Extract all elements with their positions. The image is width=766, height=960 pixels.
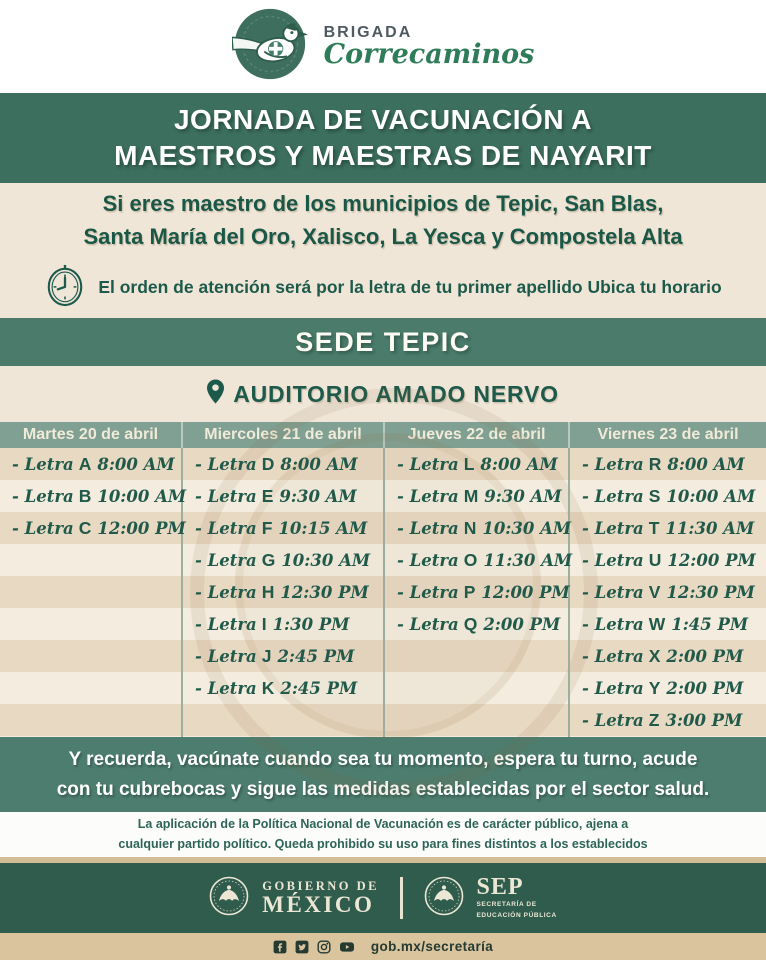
entry-prefix: - Letra xyxy=(582,614,644,634)
entry-prefix: - Letra xyxy=(582,486,644,506)
roadrunner-logo-icon xyxy=(232,6,308,87)
entry-time: 12:30 PM xyxy=(666,582,755,602)
entry-prefix: - Letra xyxy=(397,614,459,634)
schedule-entry xyxy=(397,448,568,480)
schedule-entry xyxy=(582,480,766,512)
gobierno-line2: MÉXICO xyxy=(262,891,375,917)
entry-letter: Z xyxy=(648,709,660,730)
schedule-entry xyxy=(397,576,568,608)
schedule-entry xyxy=(582,640,766,672)
entry-time: 10:00 AM xyxy=(666,486,756,506)
entry-prefix: - Letra xyxy=(195,550,257,570)
entry-time: 8:00 AM xyxy=(480,454,558,474)
entry-prefix: - Letra xyxy=(195,582,257,602)
sep-crest-icon xyxy=(424,876,464,921)
entry-time: 12:00 PM xyxy=(667,550,756,570)
youtube-icon xyxy=(339,940,355,954)
disclaimer-strip xyxy=(0,812,766,857)
entry-letter: T xyxy=(648,517,660,538)
entry-time: 9:30 AM xyxy=(484,486,562,506)
gobierno-line1: GOBIERNO DE xyxy=(262,878,379,893)
entry-time: 1:45 PM xyxy=(671,614,749,634)
entry-time: 1:30 PM xyxy=(272,614,350,634)
sep-label: SEP xyxy=(476,874,524,901)
schedule-entry xyxy=(195,576,383,608)
schedule-column-viernes xyxy=(570,448,766,737)
entry-prefix: - Letra xyxy=(397,454,459,474)
entry-letter: L xyxy=(463,453,475,474)
order-note-main: El orden de atención será por la letra de tu primer apellido xyxy=(98,276,583,297)
entry-letter: B xyxy=(78,485,92,506)
government-footer xyxy=(0,863,766,933)
page-title-line2: MAESTROS Y MAESTRAS DE NAYARIT xyxy=(114,140,652,171)
entry-letter: O xyxy=(463,549,478,570)
schedule-entry xyxy=(195,640,383,672)
entry-prefix: - Letra xyxy=(582,678,644,698)
entry-prefix: - Letra xyxy=(195,646,257,666)
entry-time: 12:00 PM xyxy=(97,518,186,538)
schedule-entry xyxy=(397,608,568,640)
entry-letter: X xyxy=(648,645,661,666)
entry-letter: W xyxy=(648,613,666,634)
sep-wordmark xyxy=(477,875,557,921)
disclaimer-line2: cualquier partido político. Queda prohibido su uso para fines distintos a los establecidos xyxy=(118,836,648,851)
column-header-jueves: Jueves 22 de abril xyxy=(385,422,570,448)
column-header-martes: Martes 20 de abril xyxy=(0,422,183,448)
order-note-text xyxy=(98,277,721,298)
entry-letter: E xyxy=(261,485,274,506)
schedule-entry xyxy=(195,672,383,704)
page-title-line1: JORNADA DE VACUNACIÓN A xyxy=(173,103,593,135)
entry-letter: J xyxy=(261,645,272,666)
schedule-entry xyxy=(195,608,383,640)
entry-prefix: - Letra xyxy=(12,518,74,538)
entry-letter: C xyxy=(78,517,92,538)
entry-letter: K xyxy=(261,677,275,698)
entry-prefix: - Letra xyxy=(12,454,74,474)
sede-band xyxy=(0,318,766,366)
entry-prefix: - Letra xyxy=(582,454,644,474)
entry-prefix: - Letra xyxy=(12,486,74,506)
schedule-entry xyxy=(582,704,766,736)
brigada-correcaminos-logo xyxy=(232,6,535,87)
schedule-entry xyxy=(582,544,766,576)
entry-time: 8:00 AM xyxy=(97,454,175,474)
schedule-entry xyxy=(12,480,187,512)
reminder-band xyxy=(0,737,766,812)
entry-time: 2:00 PM xyxy=(666,678,744,698)
logo-bar xyxy=(0,0,766,93)
entry-time: 11:30 AM xyxy=(483,550,573,570)
schedule-body xyxy=(0,448,766,737)
logo-text xyxy=(324,24,535,70)
entry-prefix: - Letra xyxy=(195,614,257,634)
location-pin-icon xyxy=(207,379,224,410)
order-note-bold: Ubica tu horario xyxy=(587,276,722,297)
facebook-icon xyxy=(273,940,287,954)
reminder-line2: con tu cubrebocas y sigue las medidas establecidas por el sector salud. xyxy=(56,778,710,800)
schedule-entry xyxy=(397,544,573,576)
gobierno-crest-icon xyxy=(209,876,249,921)
twitter-icon xyxy=(295,940,309,954)
schedule-entry xyxy=(195,480,383,512)
entry-prefix: - Letra xyxy=(195,518,257,538)
brand-name-top: BRIGADA xyxy=(323,23,413,41)
entry-prefix: - Letra xyxy=(582,582,644,602)
entry-time: 2:00 PM xyxy=(666,646,744,666)
schedule-entry xyxy=(582,672,766,704)
entry-letter: A xyxy=(78,453,92,474)
schedule-column-miercoles xyxy=(183,448,385,737)
entry-letter: Y xyxy=(648,677,661,698)
entry-letter: I xyxy=(261,613,267,634)
sede-title: SEDE TEPIC xyxy=(295,326,471,357)
title-band xyxy=(0,93,766,183)
entry-prefix: - Letra xyxy=(195,486,257,506)
entry-time: 8:00 AM xyxy=(280,454,358,474)
entry-prefix: - Letra xyxy=(397,486,459,506)
entry-time: 3:00 PM xyxy=(665,710,743,730)
entry-time: 10:15 AM xyxy=(278,518,368,538)
clock-icon xyxy=(44,263,86,312)
social-bar xyxy=(0,933,766,960)
entry-prefix: - Letra xyxy=(582,550,644,570)
footer-divider xyxy=(400,877,403,919)
entry-letter: H xyxy=(261,581,275,602)
entry-time: 2:45 PM xyxy=(277,646,355,666)
audience-line2: Santa María del Oro, Xalisco, La Yesca y Compostela Alta xyxy=(83,223,683,249)
entry-time: 12:00 PM xyxy=(481,582,570,602)
audience-text xyxy=(0,183,766,256)
brand-name-bottom: Correcaminos xyxy=(323,38,535,70)
venue-name: AUDITORIO AMADO NERVO xyxy=(233,380,559,407)
entry-time: 2:45 PM xyxy=(280,678,358,698)
entry-time: 10:30 AM xyxy=(281,550,371,570)
entry-time: 9:30 AM xyxy=(279,486,357,506)
entry-letter: S xyxy=(648,485,661,506)
entry-prefix: - Letra xyxy=(195,454,257,474)
entry-letter: P xyxy=(463,581,476,602)
entry-time: 11:30 AM xyxy=(665,518,755,538)
entry-letter: R xyxy=(648,453,662,474)
schedule-entry xyxy=(12,448,181,480)
entry-prefix: - Letra xyxy=(397,582,459,602)
schedule-entry xyxy=(195,448,383,480)
sep-caption2: EDUCACIÓN PÚBLICA xyxy=(476,912,557,919)
entry-prefix: - Letra xyxy=(582,646,644,666)
reminder-line1: Y recuerda, vacúnate cuando sea tu momento, espera tu turno, acude xyxy=(68,749,698,771)
schedule-entry xyxy=(195,512,383,544)
order-note xyxy=(0,256,766,318)
venue-row xyxy=(0,366,766,422)
entry-letter: U xyxy=(648,549,662,570)
instagram-icon xyxy=(317,940,331,954)
gobierno-wordmark xyxy=(262,879,379,918)
entry-letter: V xyxy=(648,581,661,602)
entry-prefix: - Letra xyxy=(582,710,644,730)
schedule-entry xyxy=(582,448,766,480)
column-header-miercoles: Miercoles 21 de abril xyxy=(183,422,385,448)
schedule-column-jueves xyxy=(385,448,573,737)
schedule-entry xyxy=(582,576,766,608)
schedule-entry xyxy=(397,480,568,512)
schedule-entry xyxy=(582,512,766,544)
schedule-entry xyxy=(12,512,186,544)
entry-time: 2:00 PM xyxy=(483,614,561,634)
entry-letter: Q xyxy=(463,613,478,634)
entry-time: 12:30 PM xyxy=(280,582,369,602)
entry-letter: M xyxy=(463,485,479,506)
entry-time: 8:00 AM xyxy=(667,454,745,474)
schedule-entry xyxy=(195,544,383,576)
schedule-entry xyxy=(397,512,572,544)
column-header-viernes: Viernes 23 de abril xyxy=(597,426,739,443)
schedule-entry xyxy=(582,608,766,640)
entry-letter: N xyxy=(463,517,477,538)
sep-caption1: SECRETARÍA DE xyxy=(476,901,537,909)
entry-letter: F xyxy=(261,517,273,538)
entry-prefix: - Letra xyxy=(397,518,459,538)
schedule-column-martes xyxy=(0,448,187,737)
entry-time: 10:30 AM xyxy=(482,518,572,538)
audience-line1: Si eres maestro de los municipios de Tepic, San Blas, xyxy=(102,190,664,216)
schedule-header-row xyxy=(0,422,766,448)
gobmx-url: gob.mx/secretaría xyxy=(370,939,494,954)
entry-prefix: - Letra xyxy=(397,550,459,570)
disclaimer-line1: La aplicación de la Política Nacional de Vacunación es de carácter público, ajena a xyxy=(137,817,629,832)
entry-time: 10:00 AM xyxy=(97,486,187,506)
entry-letter: D xyxy=(261,453,275,474)
entry-prefix: - Letra xyxy=(195,678,257,698)
entry-letter: G xyxy=(261,549,276,570)
schedule-table xyxy=(0,422,766,737)
entry-prefix: - Letra xyxy=(582,518,644,538)
